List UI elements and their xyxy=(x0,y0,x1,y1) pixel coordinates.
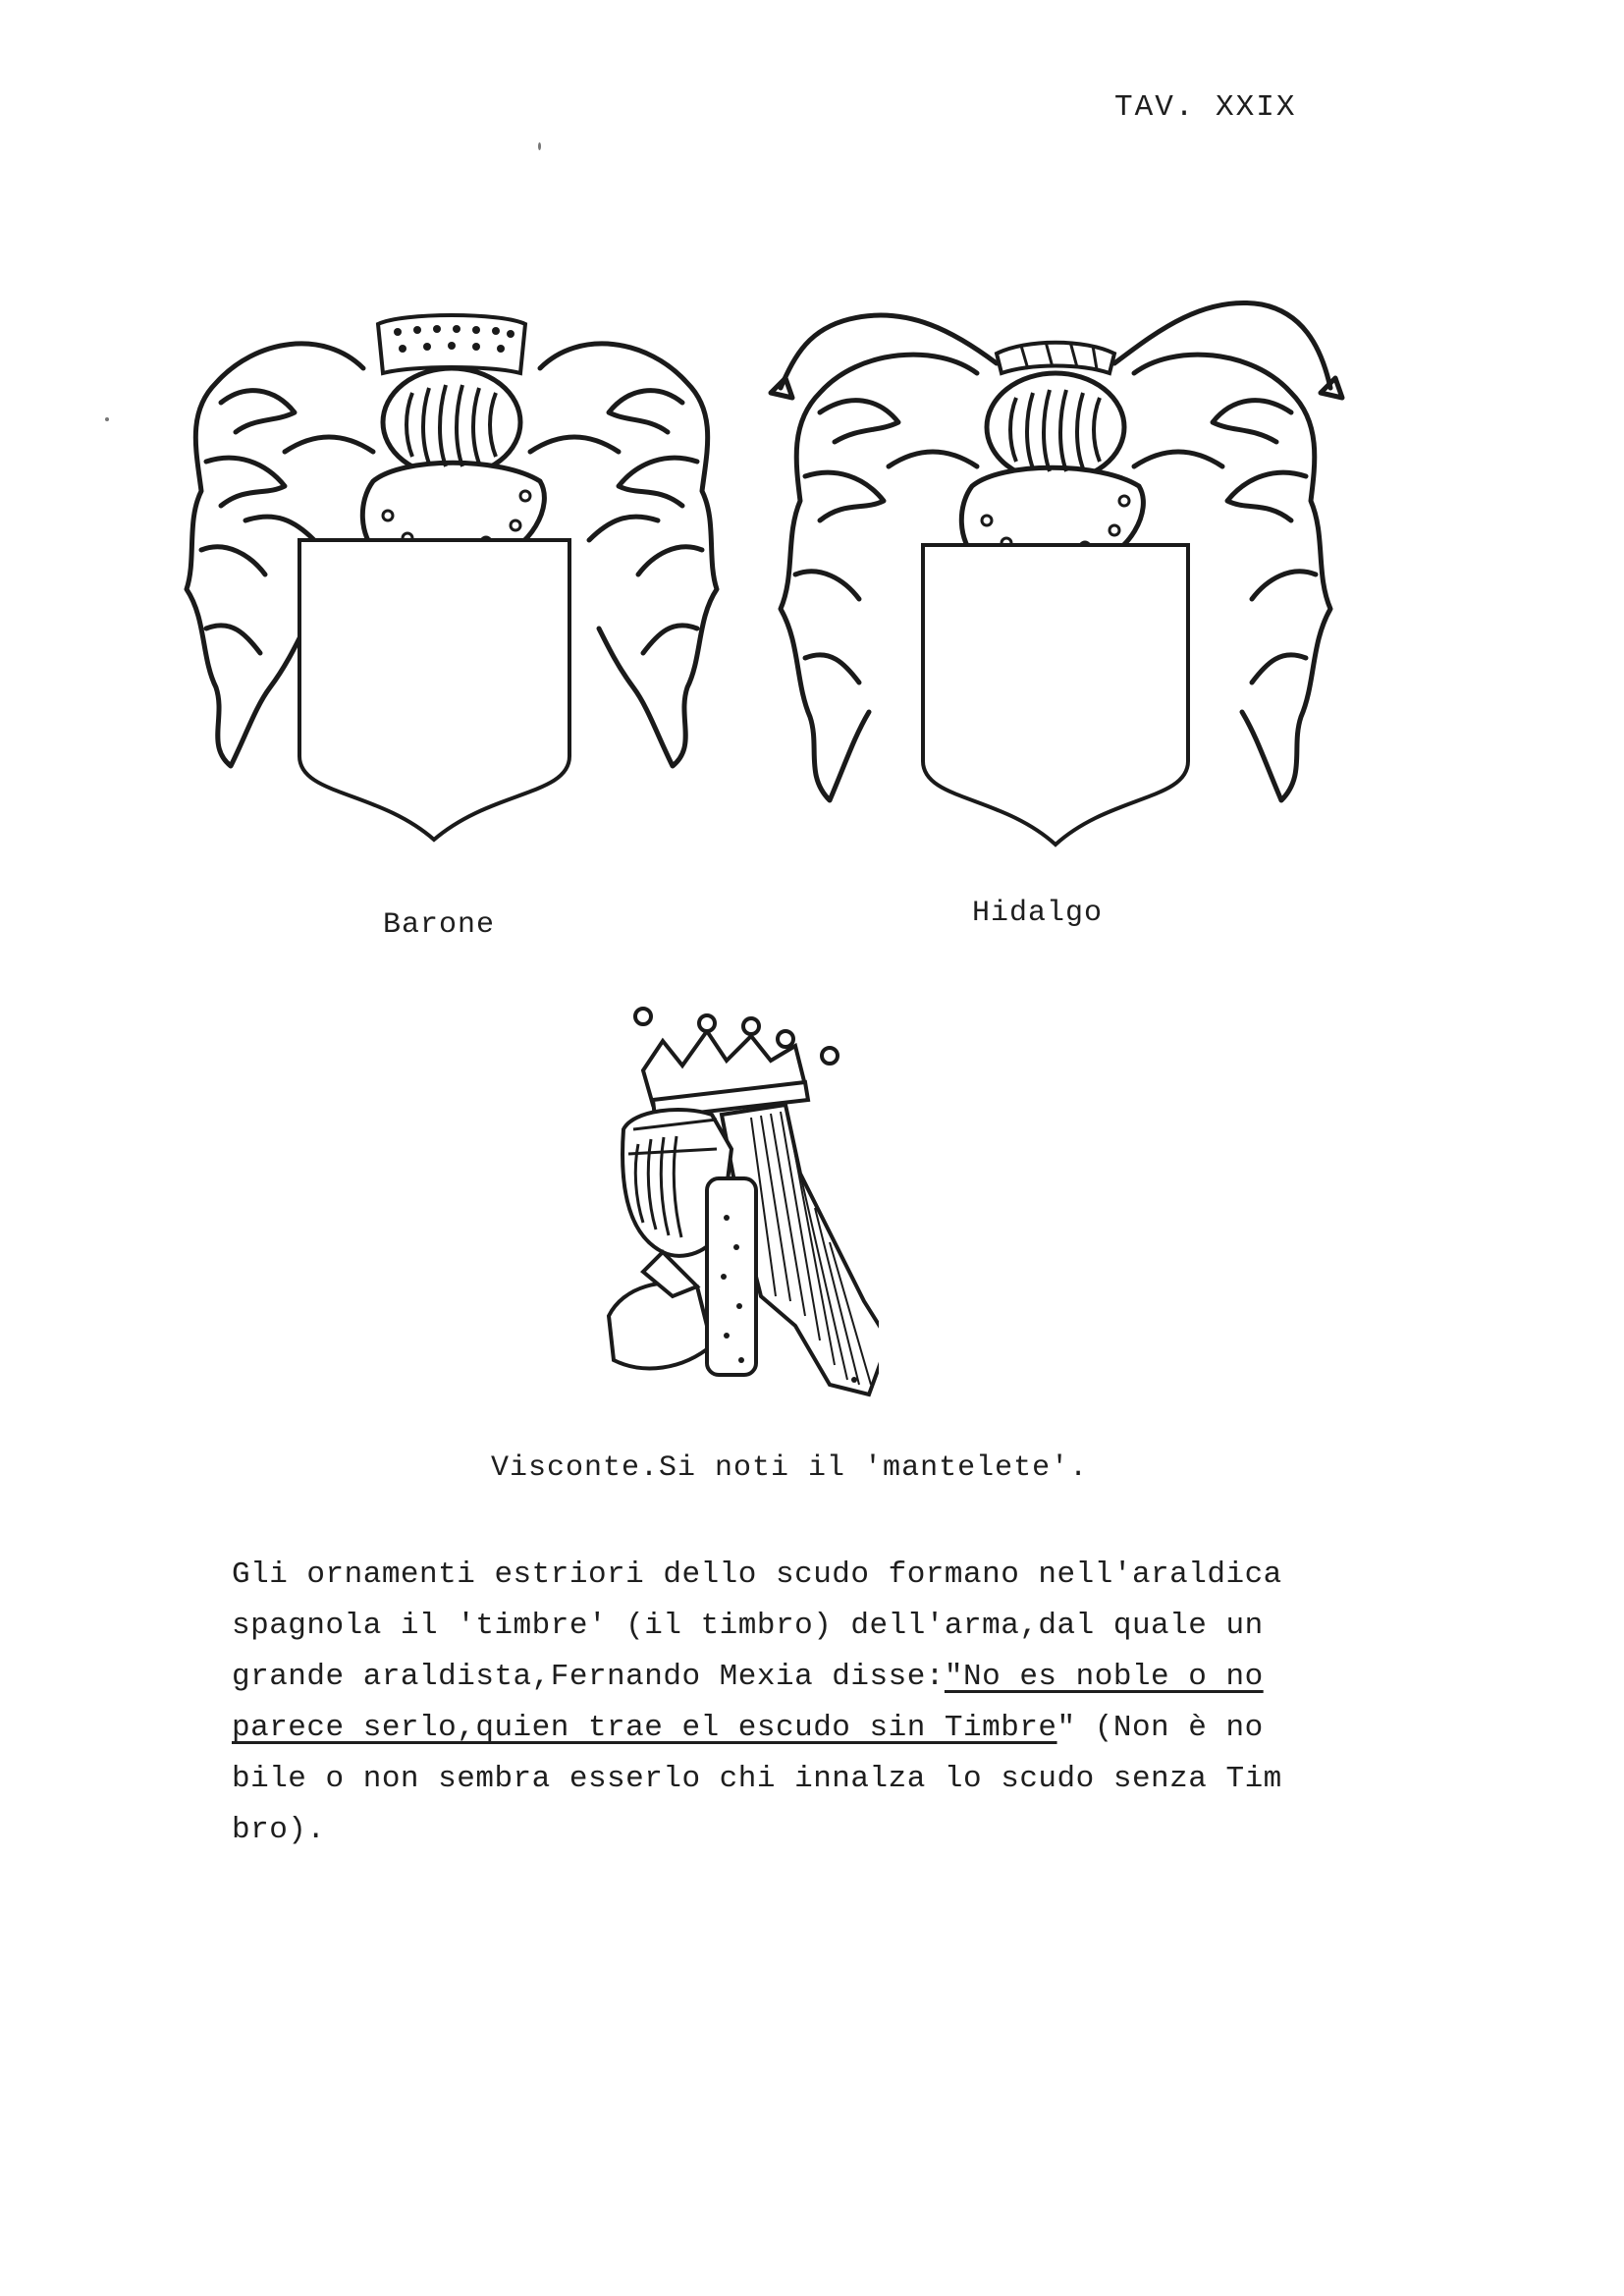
barone-coat-of-arms xyxy=(177,295,727,864)
spanish-quote-part-2: parece serlo,quien trae el escudo sin Timbre xyxy=(232,1711,1057,1745)
visconte-caption: Visconte.Si noti il 'mantelete'. xyxy=(491,1451,1089,1485)
text-fragment: grande araldista,Fernando Mexia disse: xyxy=(232,1660,945,1694)
hidalgo-caption: Hidalgo xyxy=(972,897,1104,930)
text-fragment: " (Non è no xyxy=(1056,1711,1264,1745)
plate-number: TAV. XXIX xyxy=(1114,90,1297,125)
text-line: spagnola il 'timbre' (il timbro) dell'arma,dal quale un xyxy=(232,1609,1264,1643)
body-text xyxy=(232,1550,1390,1856)
text-line: bile o non sembra esserlo chi innalza lo scudo senza Tim xyxy=(232,1762,1282,1796)
text-line xyxy=(232,1652,1390,1703)
hidalgo-coat-of-arms xyxy=(751,295,1360,874)
barone-caption: Barone xyxy=(383,908,496,942)
text-line: bro). xyxy=(232,1813,326,1847)
scan-speck xyxy=(105,417,109,421)
visconte-helmet xyxy=(604,1002,879,1414)
scan-speck xyxy=(538,142,541,150)
spanish-quote-part-1: "No es noble o no xyxy=(944,1660,1264,1694)
text-line xyxy=(232,1703,1390,1754)
text-line: Gli ornamenti estriori dello scudo formano nell'araldica xyxy=(232,1558,1282,1592)
